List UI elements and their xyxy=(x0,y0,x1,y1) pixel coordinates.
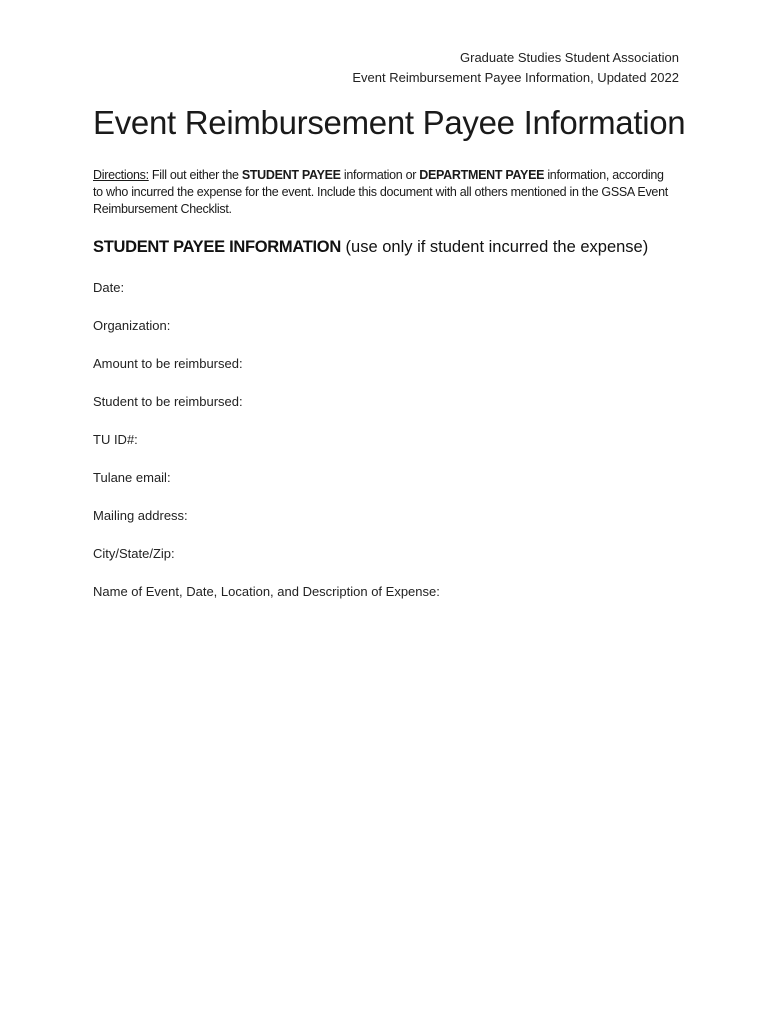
directions-department-payee: DEPARTMENT PAYEE xyxy=(419,168,545,182)
field-city-state-zip: City/State/Zip: xyxy=(93,546,175,561)
directions-label: Directions: xyxy=(93,168,149,182)
field-student-name: Student to be reimbursed: xyxy=(93,394,243,409)
directions-text-3: information, according to who incurred the expense for the event. Include this document with all others mentioned in the GSSA Event Reimbursement Checklist. xyxy=(93,168,668,216)
field-tu-id: TU ID#: xyxy=(93,432,138,447)
document-title: Event Reimbursement Payee Information xyxy=(93,104,686,141)
field-tulane-email: Tulane email: xyxy=(93,470,171,485)
header-form-name: Event Reimbursement Payee Information, Updated 2022 xyxy=(352,70,679,85)
field-date: Date: xyxy=(93,280,125,295)
document-header xyxy=(352,48,679,88)
student-payee-section-heading xyxy=(93,236,648,258)
student-payee-fields xyxy=(93,278,440,620)
directions-text-2: information or xyxy=(340,168,420,182)
section-heading-title: STUDENT PAYEE INFORMATION xyxy=(93,238,341,256)
field-amount: Amount to be reimbursed: xyxy=(93,356,243,371)
header-organization: Graduate Studies Student Association xyxy=(460,50,679,65)
directions-student-payee: STUDENT PAYEE xyxy=(241,168,341,182)
directions-paragraph xyxy=(93,167,673,218)
directions-text-1: Fill out either the xyxy=(148,168,242,182)
section-heading-note: (use only if student incurred the expense) xyxy=(340,238,649,256)
field-organization: Organization: xyxy=(93,318,171,333)
field-mailing-address: Mailing address: xyxy=(93,508,188,523)
field-event-description: Name of Event, Date, Location, and Description of Expense: xyxy=(93,584,440,599)
